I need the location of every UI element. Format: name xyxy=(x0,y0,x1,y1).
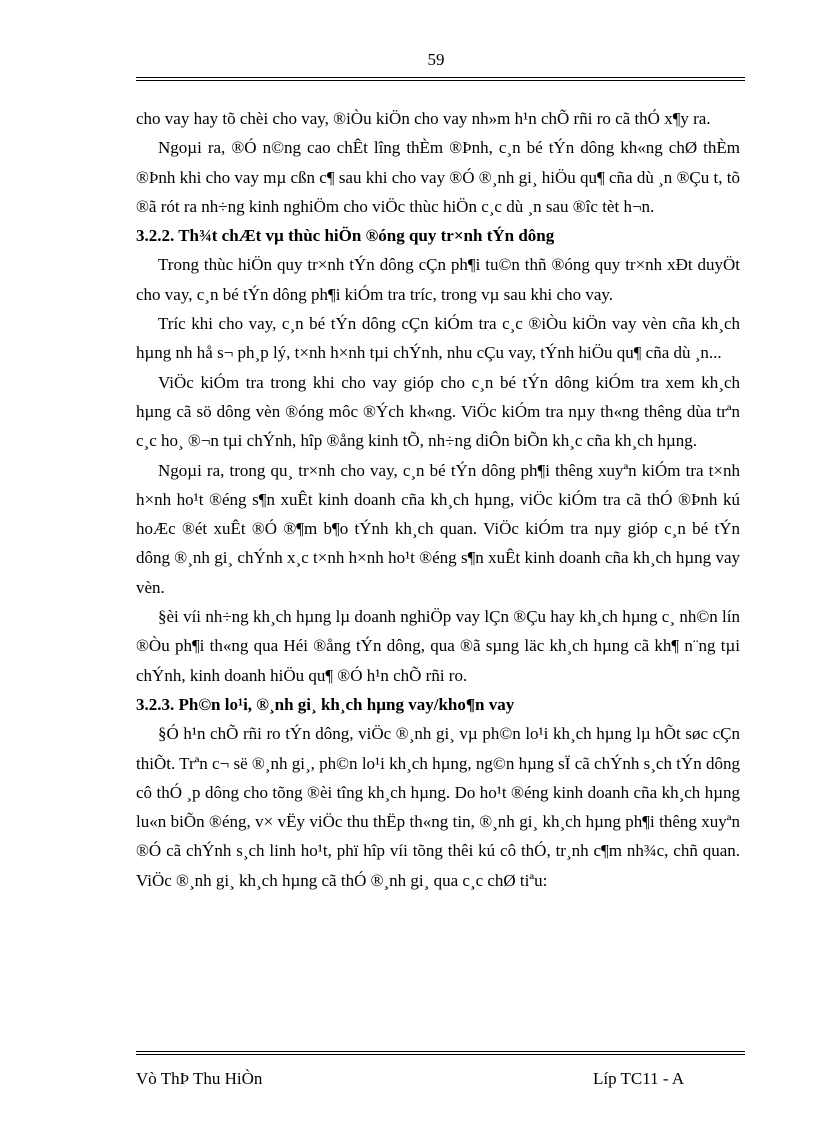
footer-author: Vò ThÞ Thu HiÒn xyxy=(136,1069,263,1088)
paragraph-during-lending: ViÖc kiÓm tra trong khi cho vay gióp cho c¸n bé tÝn dông kiÓm tra xem kh¸ch hµng cã sö dông vèn ®óng môc ®Ých kh«ng. ViÖc kiÓm tra nµy th«ng thêng dùa trªn c¸c ho¸ ®¬n tµi chÝnh, hîp ®ång kinh tÕ, nh÷ng diÔn biÕn kh¸c cña kh¸ch hµng. xyxy=(136,372,740,451)
page-body xyxy=(136,104,740,895)
paragraph-credit-council: §èi víi nh÷ng kh¸ch hµng lµ doanh nghiÖp vay lÇn ®Çu hay kh¸ch hµng c¸ nh©n lín ®Òu ph¶i th«ng qua Héi ®ång tÝn dông, qua ®ã sµng läc kh¸ch hµng cã kh¶ n¨ng tµi chÝnh, kinh doanh hiÖu qu¶ ®Ó h¹n chÕ rñi ro. xyxy=(136,607,740,685)
paragraph-before-lending: Tríc khi cho vay, c¸n bé tÝn dông cÇn kiÓm tra c¸c ®iÒu kiÖn vay vèn cña kh¸ch hµng nh hå s¬ ph¸p lý, t×nh h×nh tµi chÝnh, nhu cÇu vay, tÝnh hiÖu qu¶ cña dù ¸n... xyxy=(136,314,740,363)
section-heading-3-2-2: 3.2.2. Th¾t chÆt vµ thùc hiÖn ®óng quy tr×nh tÝn dông xyxy=(136,226,555,246)
footer-double-rule xyxy=(136,1051,745,1055)
footer-class: Líp TC11 - A xyxy=(593,1069,685,1088)
paragraph-monitoring: Ngoµi ra, trong qu¸ tr×nh cho vay, c¸n bé tÝn dông ph¶i thêng xuyªn kiÓm tra t×nh h×nh ho¹t ®éng s¶n xuÊt kinh doanh cña kh¸ch hµng, viÖc kiÓm tra cã thÓ ®Þnh kú hoÆc ®ét xuÊt ®Ó ®¶m b¶o tÝnh kh¸ch quan. ViÖc kiÓm tra nµy gióp c¸n bé tÝn dông ®¸nh gi¸ chÝnh x¸c t×nh h×nh ho¹t ®éng s¶n xuÊt kinh doanh cña kh¸ch hµng vay vèn. xyxy=(136,460,740,597)
header-double-rule xyxy=(136,77,745,81)
page-number: 59 xyxy=(427,50,445,69)
paragraph-continuation: cho vay hay tõ chèi cho vay, ®iÒu kiÖn cho vay nh»m h¹n chÕ rñi ro cã thÓ x¶y ra. xyxy=(136,109,711,128)
paragraph-appraisal-quality: Ngoµi ra, ®Ó n©ng cao chÊt lîng thÈm ®Þnh, c¸n bé tÝn dông kh«ng chØ thÈm ®Þnh khi cho vay mµ cßn c¶ sau khi cho vay ®Ó ®¸nh gi¸ hiÖu qu¶ cña dù ¸n ®Çu t, tõ ®ã rót ra nh÷ng kinh nghiÖm cho viÖc thùc hiÖn c¸c dù ¸n sau ®îc tèt h¬n. xyxy=(136,138,740,216)
paragraph-customer-classification: §Ó h¹n chÕ rñi ro tÝn dông, viÖc ®¸nh gi¸ vµ ph©n lo¹i kh¸ch hµng lµ hÕt søc cÇn thiÕt. Trªn c¬ së ®¸nh gi¸, ph©n lo¹i kh¸ch hµng, ng©n hµng sÏ cã chÝnh s¸ch tÝn dông cô thÓ ¸p dông cho tõng ®èi tîng kh¸ch hµng. Do ho¹t ®éng kinh doanh cña kh¸ch hµng lu«n biÕn ®éng, v× vËy viÖc thu thËp th«ng tin, ®¸nh gi¸ kh¸ch hµng ph¶i thêng xuyªn ®Ó cã chÝnh s¸ch linh ho¹t, phï hîp víi tõng thêi kú cô thÓ, tr¸nh c¶m nh¾c, chñ quan. ViÖc ®¸nh gi¸ kh¸ch hµng cã thÓ ®¸nh gi¸ qua c¸c chØ tiªu: xyxy=(136,724,740,890)
section-heading-3-2-3: 3.2.3. Ph©n lo¹i, ®¸nh gi¸ kh¸ch hµng vay/kho¶n vay xyxy=(136,694,515,714)
paragraph-credit-process: Trong thùc hiÖn quy tr×nh tÝn dông cÇn ph¶i tu©n thñ ®óng quy tr×nh xÐt duyÖt cho vay, c¸n bé tÝn dông ph¶i kiÓm tra tríc, trong vµ sau khi cho vay. xyxy=(136,255,740,304)
